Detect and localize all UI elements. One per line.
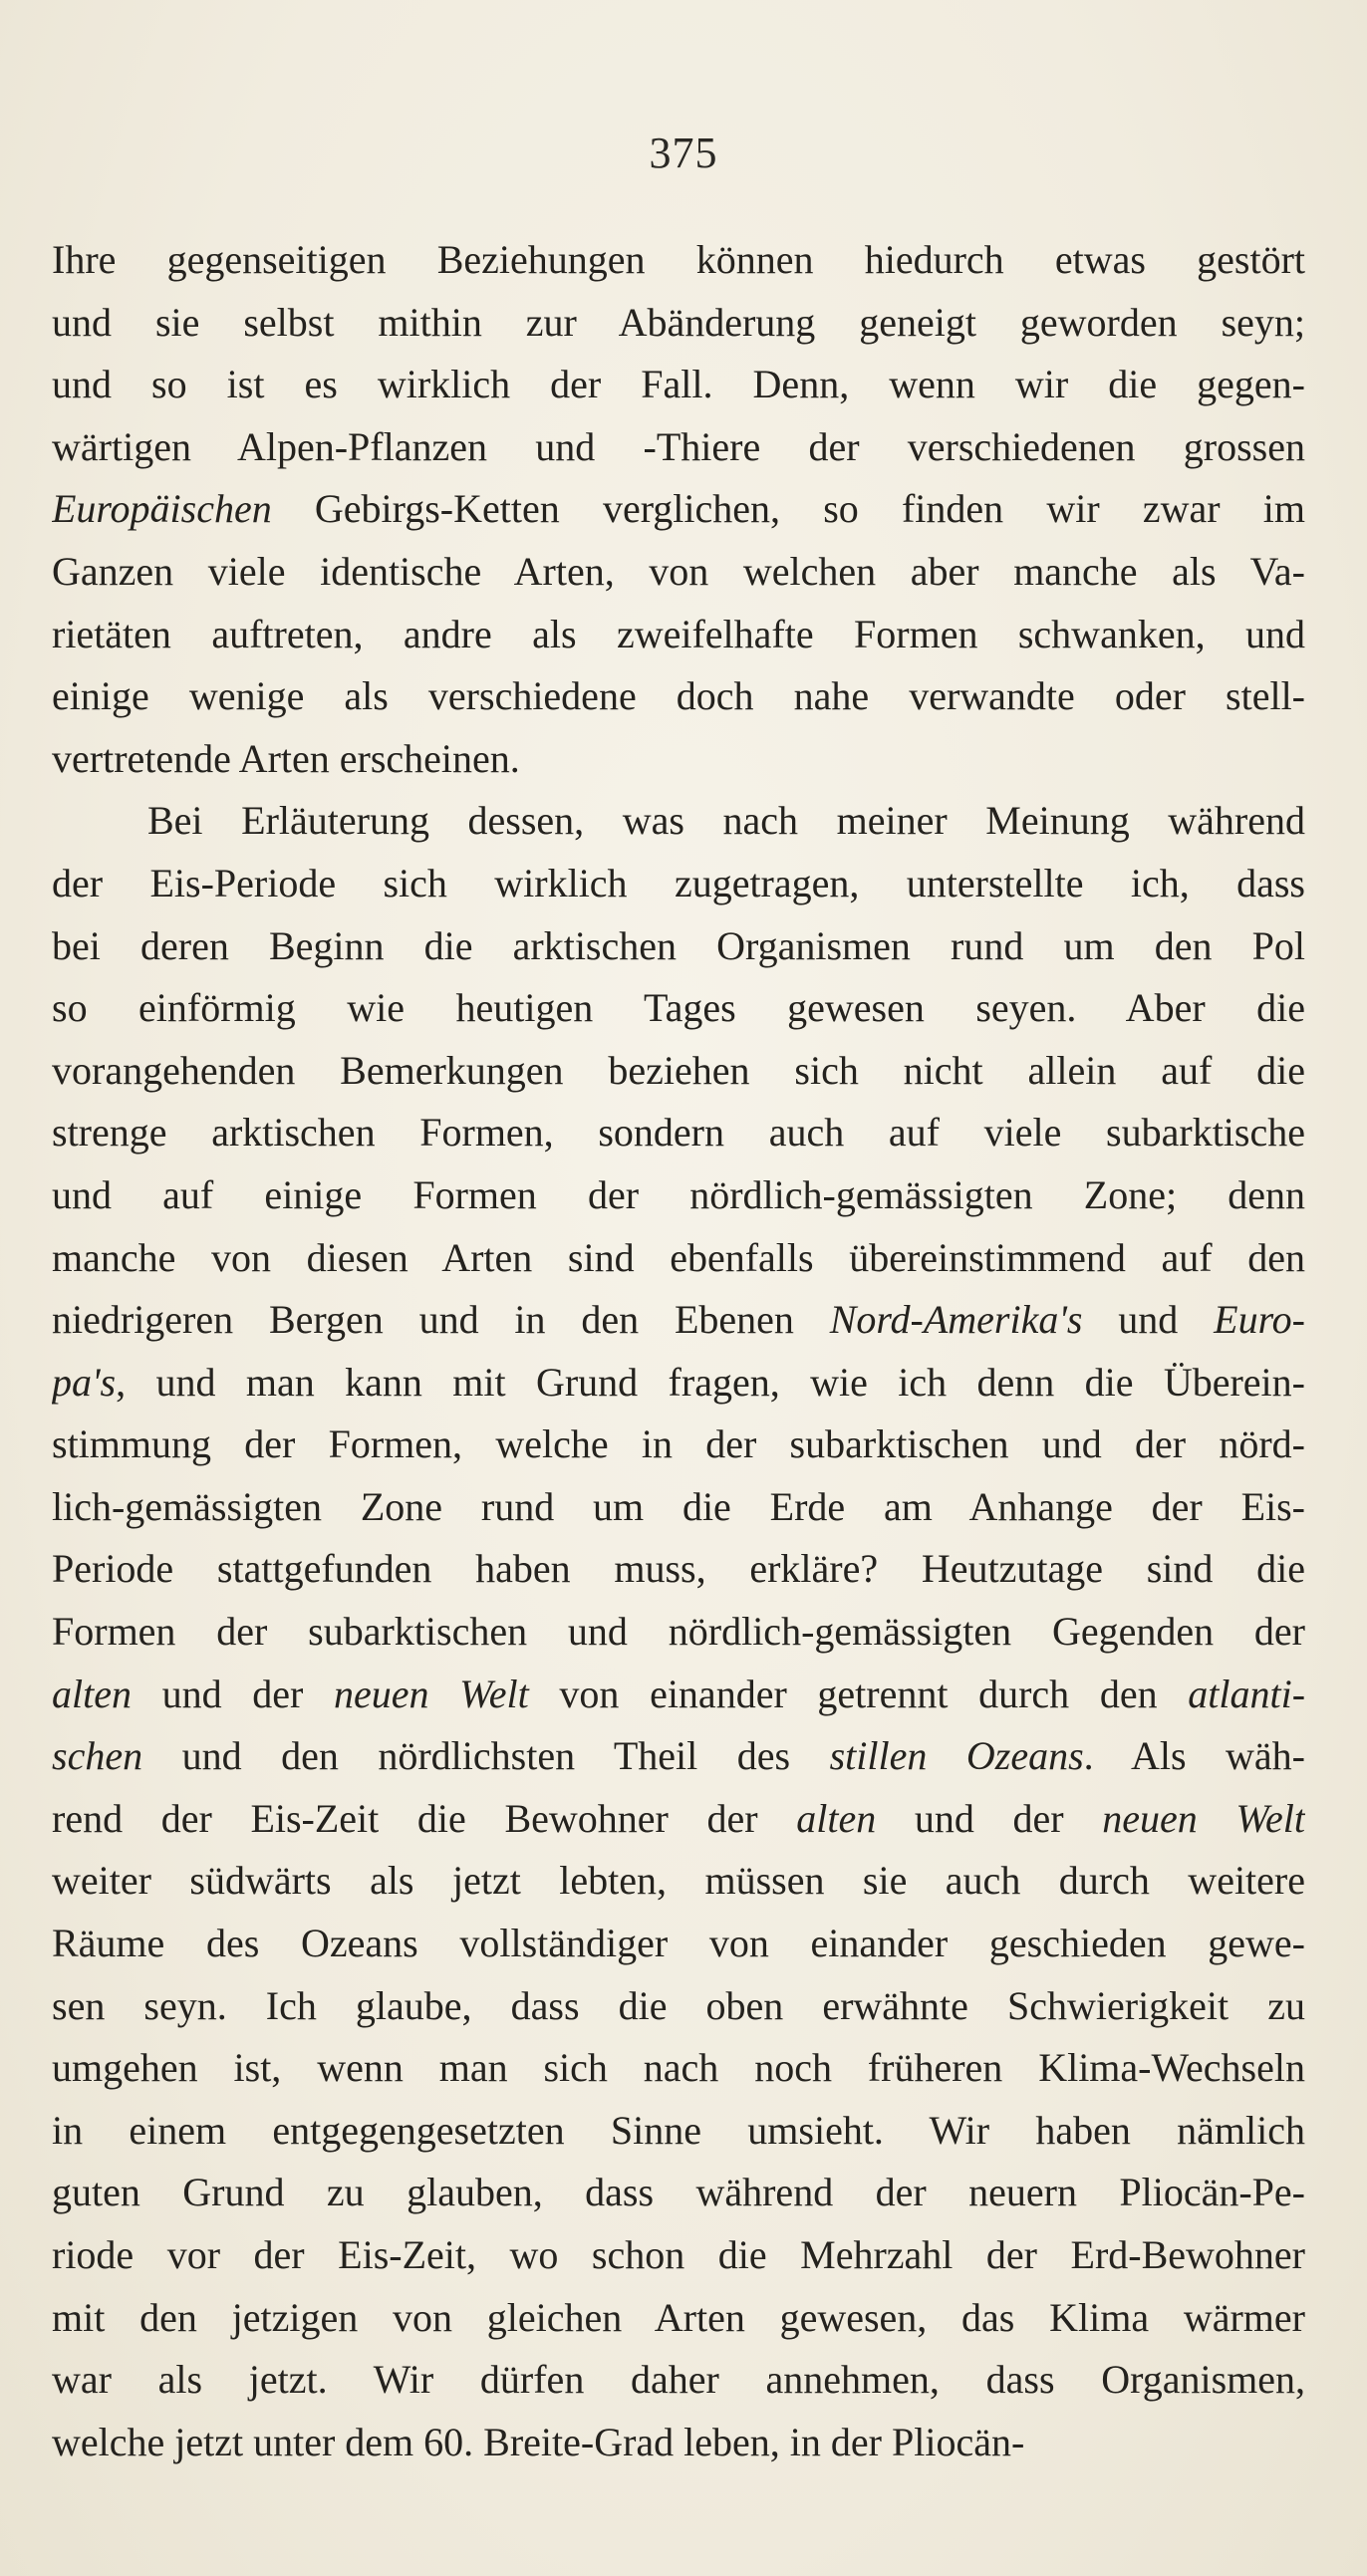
text-run: Formen der subarktischen und nördlich-gemässigten Gegenden der bbox=[52, 1609, 1305, 1655]
text-line bbox=[52, 1850, 1305, 1913]
italic-term: neuen Welt bbox=[334, 1671, 529, 1716]
text-run: war als jetzt. Wir dürfen daher annehmen, dass Organismen, bbox=[52, 2357, 1305, 2403]
text-line bbox=[52, 728, 1305, 791]
text-run: und sie selbst mithin zur Abänderung geneigt geworden seyn; bbox=[52, 299, 1305, 345]
text-run: Ganzen viele identische Arten, von welchen aber manche als Va- bbox=[52, 548, 1305, 594]
text-run: welche jetzt unter dem 60. Breite-Grad leben, in der Pliocän- bbox=[52, 2419, 1025, 2464]
text-line bbox=[52, 853, 1305, 915]
text-run: vorangehenden Bemerkungen beziehen sich nicht allein auf die bbox=[52, 1047, 1305, 1093]
text-line bbox=[52, 915, 1305, 978]
text-run: bei deren Beginn die arktischen Organismen rund um den Pol bbox=[52, 922, 1305, 968]
text-line bbox=[52, 541, 1305, 604]
text-line bbox=[52, 292, 1305, 355]
text-run: und den nördlichsten Theil des bbox=[142, 1733, 830, 1779]
text-run: niedrigeren Bergen und in den Ebenen bbox=[52, 1297, 830, 1343]
text-run: , und man kann mit Grund fragen, wie ich denn die Überein- bbox=[116, 1359, 1305, 1405]
text-run: rend der Eis-Zeit die Bewohner der bbox=[52, 1795, 797, 1841]
text-line bbox=[52, 1664, 1305, 1726]
italic-term: alten bbox=[52, 1671, 132, 1716]
text-run: vertretende Arten erscheinen. bbox=[52, 735, 520, 781]
text-run: und auf einige Formen der nördlich-gemässigten Zone; denn bbox=[52, 1171, 1305, 1217]
text-line bbox=[52, 478, 1305, 541]
text-run: sen seyn. Ich glaube, dass die oben erwähnte Schwierigkeit zu bbox=[52, 1982, 1305, 2028]
text-run: wärtigen Alpen-Pflanzen und -Thiere der verschiedenen grossen bbox=[52, 423, 1305, 469]
text-run: so einförmig wie heutigen Tages gewesen seyen. Aber die bbox=[52, 985, 1305, 1031]
text-line bbox=[52, 1538, 1305, 1601]
text-line bbox=[52, 790, 1305, 853]
italic-term: Nord-Amerika's bbox=[829, 1297, 1083, 1343]
text-line bbox=[52, 1040, 1305, 1103]
text-run: Bei Erläuterung dessen, was nach meiner Meinung während bbox=[147, 798, 1305, 844]
text-run: und der bbox=[131, 1671, 334, 1716]
text-line bbox=[52, 665, 1305, 728]
text-line bbox=[52, 354, 1305, 416]
text-line bbox=[52, 2100, 1305, 2163]
text-line bbox=[52, 2224, 1305, 2287]
text-line bbox=[52, 1164, 1305, 1227]
text-run: stimmung der Formen, welche in der subarktischen und der nörd- bbox=[52, 1421, 1305, 1467]
text-line bbox=[52, 1788, 1305, 1851]
text-run: Räume des Ozeans vollständiger von einander geschieden gewe- bbox=[52, 1921, 1305, 1966]
text-line bbox=[52, 1913, 1305, 1975]
text-line bbox=[52, 1102, 1305, 1164]
text-line bbox=[52, 1289, 1305, 1352]
page-number: 375 bbox=[649, 129, 718, 177]
text-run: manche von diesen Arten sind ebenfalls übereinstimmend auf den bbox=[52, 1234, 1305, 1280]
text-line bbox=[52, 416, 1305, 479]
italic-term: stillen Ozeans bbox=[829, 1733, 1084, 1779]
text-run: und so ist es wirklich der Fall. Denn, wenn wir die gegen- bbox=[52, 362, 1305, 407]
text-line bbox=[52, 1975, 1305, 2038]
text-run: guten Grund zu glauben, dass während der neuern Pliocän-Pe- bbox=[52, 2170, 1305, 2215]
text-run: weiter südwärts als jetzt lebten, müssen sie auch durch weitere bbox=[52, 1858, 1305, 1904]
text-run: Gebirgs-Ketten verglichen, so finden wir zwar im bbox=[271, 486, 1305, 532]
italic-term: atlanti- bbox=[1188, 1671, 1305, 1716]
text-line bbox=[52, 1476, 1305, 1539]
text-run: riode vor der Eis-Zeit, wo schon die Mehrzahl der Erd-Bewohner bbox=[52, 2232, 1305, 2277]
text-run: mit den jetzigen von gleichen Arten gewesen, das Klima wärmer bbox=[52, 2294, 1305, 2340]
text-line bbox=[52, 604, 1305, 666]
text-run: der Eis-Periode sich wirklich zugetragen, unterstellte ich, dass bbox=[52, 860, 1305, 905]
text-run: und bbox=[1082, 1297, 1215, 1343]
text-run: und der bbox=[876, 1795, 1103, 1841]
text-run: rietäten auftreten, andre als zweifelhafte Formen schwanken, und bbox=[52, 611, 1305, 656]
text-run: . Als wäh- bbox=[1083, 1733, 1305, 1779]
text-line bbox=[52, 1352, 1305, 1415]
italic-term: neuen Welt bbox=[1102, 1795, 1305, 1841]
text-line bbox=[52, 1414, 1305, 1476]
text-line bbox=[52, 229, 1305, 292]
text-line bbox=[52, 1725, 1305, 1788]
text-run: von einander getrennt durch den bbox=[528, 1671, 1189, 1716]
text-line bbox=[52, 1601, 1305, 1664]
italic-term: alten bbox=[796, 1795, 877, 1841]
text-line bbox=[52, 1227, 1305, 1290]
italic-term: Europäischen bbox=[52, 486, 272, 532]
text-run: strenge arktischen Formen, sondern auch auf viele subarktische bbox=[52, 1110, 1305, 1156]
text-run: einige wenige als verschiedene doch nahe verwandte oder stell- bbox=[52, 673, 1305, 719]
text-line bbox=[52, 977, 1305, 1040]
text-run: umgehen ist, wenn man sich nach noch früheren Klima-Wechseln bbox=[52, 2045, 1305, 2091]
text-line bbox=[52, 2349, 1305, 2412]
italic-term: pa's bbox=[52, 1359, 117, 1405]
italic-term: schen bbox=[52, 1733, 143, 1779]
text-run: lich-gemässigten Zone rund um die Erde am Anhange der Eis- bbox=[52, 1483, 1305, 1529]
text-line bbox=[52, 2412, 1305, 2474]
text-line bbox=[52, 2287, 1305, 2350]
italic-term: Euro- bbox=[1214, 1297, 1305, 1343]
text-run: in einem entgegengesetzten Sinne umsieht. Wir haben nämlich bbox=[52, 2107, 1305, 2153]
text-line bbox=[52, 2037, 1305, 2100]
text-run: Periode stattgefunden haben muss, erkläre? Heutzutage sind die bbox=[52, 1546, 1305, 1592]
text-line bbox=[52, 2162, 1305, 2224]
body-text bbox=[52, 229, 1305, 2473]
text-run: Ihre gegenseitigen Beziehungen können hiedurch etwas gestört bbox=[52, 237, 1305, 282]
